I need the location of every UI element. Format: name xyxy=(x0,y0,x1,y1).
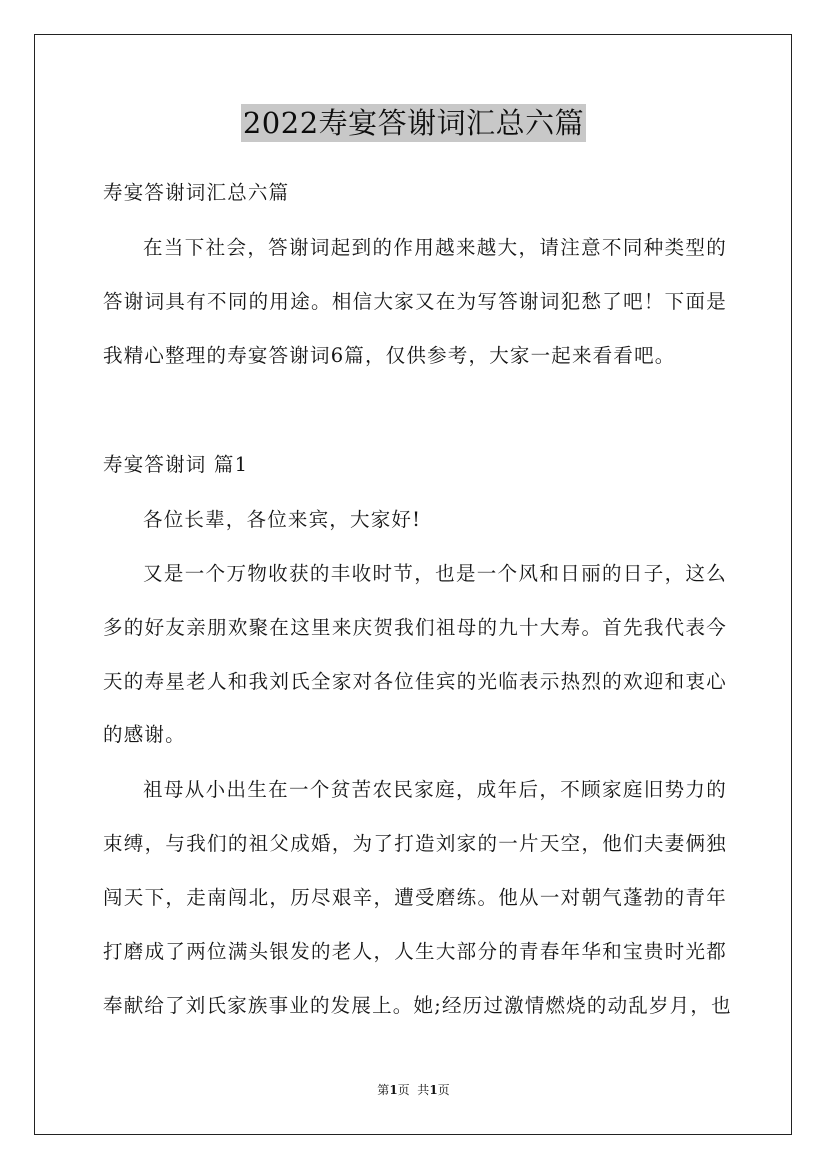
section-heading: 寿宴答谢词 篇1 xyxy=(103,453,249,476)
greeting: 各位长辈，各位来宾，大家好! xyxy=(143,508,422,531)
intro-line: 在当下社会，答谢词起到的作用越来越大，请注意不同种类型的 xyxy=(143,236,727,259)
paragraph-line: 祖母从小出生在一个贫苦农民家庭，成年后，不顾家庭旧势力的 xyxy=(143,778,727,801)
intro-line: 答谢词具有不同的用途。相信大家又在为写答谢词犯愁了吧！下面是 xyxy=(103,290,727,313)
paragraph-line: 闯天下，走南闯北，历尽艰辛，遭受磨练。他从一对朝气蓬勃的青年 xyxy=(103,886,727,909)
document-title: 2022寿宴答谢词汇总六篇 xyxy=(242,106,585,140)
paragraph-line: 的感谢。 xyxy=(103,723,186,746)
footer-prefix: 第 xyxy=(377,1083,390,1097)
intro-line: 我精心整理的寿宴答谢词6篇，仅供参考，大家一起来看看吧。 xyxy=(103,344,676,367)
paragraph-line: 束缚，与我们的祖父成婚，为了打造刘家的一片天空，他们夫妻俩独 xyxy=(103,832,727,855)
footer-page-current: 1 xyxy=(389,1083,398,1097)
page-footer xyxy=(0,1082,827,1098)
footer-page-total: 1 xyxy=(429,1083,438,1097)
paragraph-line: 多的好友亲朋欢聚在这里来庆贺我们祖母的九十大寿。首先我代表今 xyxy=(103,616,727,639)
document-subtitle: 寿宴答谢词汇总六篇 xyxy=(103,181,290,204)
paragraph-line: 又是一个万物收获的丰收时节，也是一个风和日丽的日子，这么 xyxy=(143,562,727,585)
paragraph-line: 奉献给了刘氏家族事业的发展上。她;经历过激情燃烧的动乱岁月，也 xyxy=(103,994,732,1017)
footer-suffix: 页 xyxy=(437,1083,450,1097)
footer-mid: 页 共 xyxy=(397,1083,430,1097)
paragraph-line: 打磨成了两位满头银发的老人，人生大部分的青春年华和宝贵时光都 xyxy=(103,940,727,963)
title-container xyxy=(0,104,827,142)
paragraph-line: 天的寿星老人和我刘氏全家对各位佳宾的光临表示热烈的欢迎和衷心 xyxy=(103,670,727,693)
